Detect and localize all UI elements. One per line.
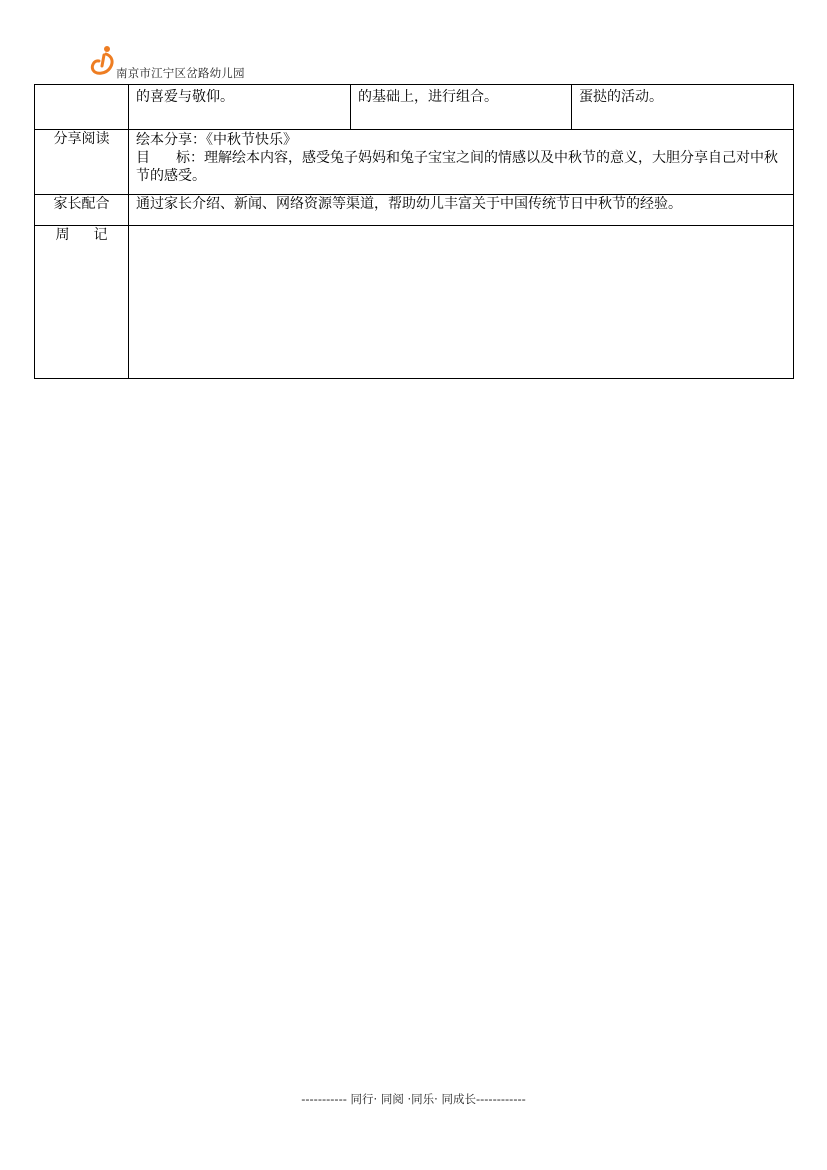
weekly-label-part: 周 — [55, 227, 70, 243]
table-row — [35, 226, 794, 379]
row-label-reading: 分享阅读 — [35, 130, 129, 195]
goal-paragraph — [136, 149, 786, 185]
weekly-label-part: 记 — [93, 227, 108, 243]
cell-text: 的基础上，进行组合。 — [358, 89, 498, 105]
goal-label — [136, 150, 204, 166]
row-label-weekly — [35, 226, 129, 379]
reading-cell — [129, 130, 794, 195]
weekly-notes-cell — [129, 226, 794, 379]
page-footer: ----------- 同行· 同阅 ·同乐· 同成长------------ — [301, 1092, 526, 1106]
goal-label-part: 标： — [176, 150, 204, 166]
table-row — [35, 130, 794, 195]
row-label-parent: 家长配合 — [35, 195, 129, 226]
table-cell — [351, 85, 572, 130]
table-row — [35, 195, 794, 226]
parent-text: 通过家长介绍、新闻、网络资源等渠道，帮助幼儿丰富关于中国传统节日中秋节的经验。 — [136, 196, 682, 212]
cell-text: 蛋挞的活动。 — [579, 89, 663, 105]
goal-text: 理解绘本内容，感受兔子妈妈和兔子宝宝之间的情感以及中秋节的意义，大胆分享自己对中秋节的感受。 — [136, 150, 778, 184]
goal-label-part: 目 — [136, 150, 150, 166]
weekly-plan-table — [34, 84, 794, 379]
table-cell — [572, 85, 794, 130]
table-cell — [129, 85, 351, 130]
parent-cell — [129, 195, 794, 226]
weekly-notes — [129, 226, 793, 234]
school-name: 南京市江宁区岔路幼儿园 — [116, 66, 245, 80]
row-label-empty — [35, 85, 129, 130]
page-header — [90, 44, 290, 80]
cell-text: 的喜爱与敬仰。 — [136, 89, 234, 105]
table-row — [35, 85, 794, 130]
book-line: 绘本分享：《中秋节快乐》 — [136, 132, 297, 148]
kindergarten-logo-icon — [90, 44, 118, 78]
